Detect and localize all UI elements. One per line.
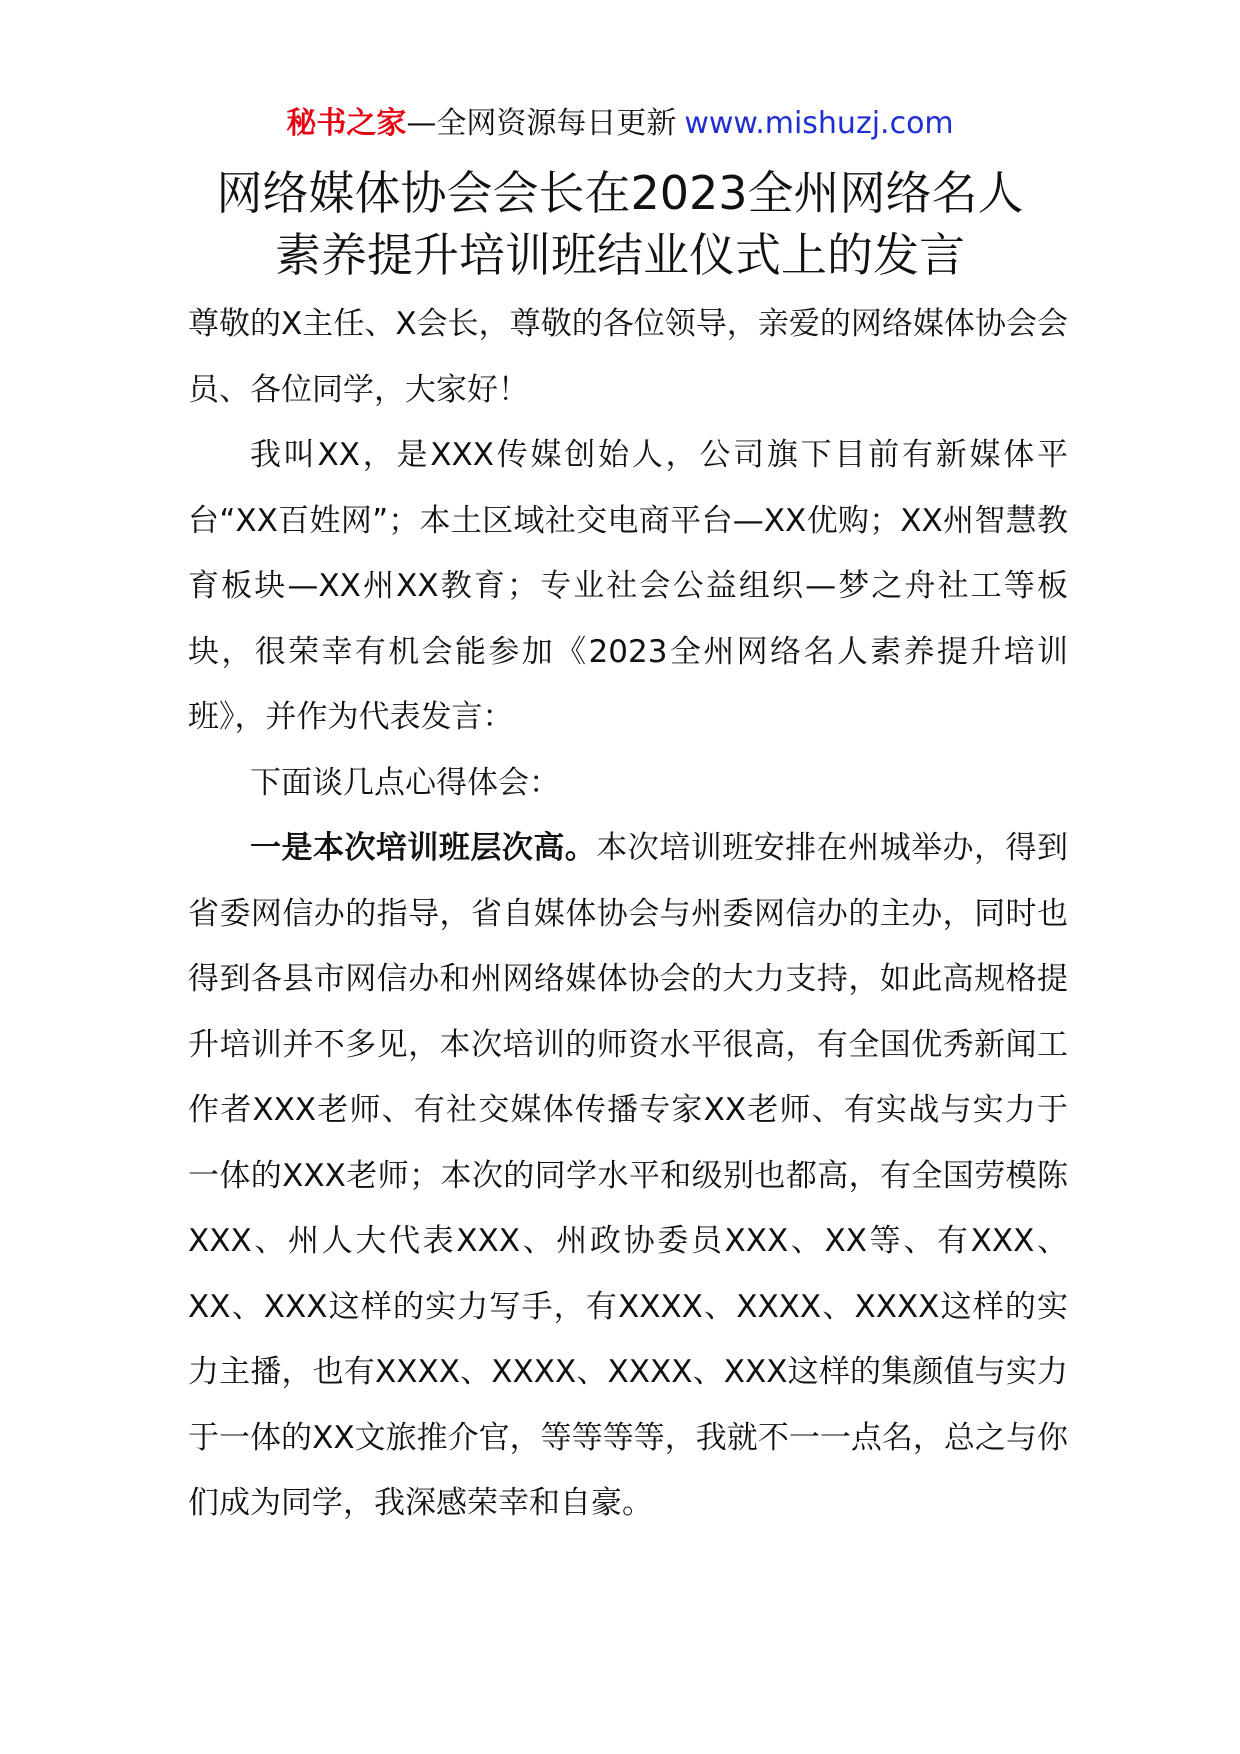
paragraph-greeting: 尊敬的X主任、X会长，尊敬的各位领导，亲爱的网络媒体协会会员、各位同学，大家好！ [188,306,1068,408]
document-body [188,292,1068,1537]
title-line-2: 素养提升培训班结业仪式上的发言 [275,228,965,282]
paragraph-introduction: 我叫XX，是XXX传媒创始人，公司旗下目前有新媒体平台“XX百姓网”；本土区域社交电商平台—XX优购；XX州智慧教育板块—XX州XX教育；专业社会公益组织—梦之舟社工等板块，很荣幸有机会能参加《2023全州网络名人素养提升培训班》，并作为代表发言： [188,437,1068,735]
header-tagline: —全网资源每日更新 [406,106,677,141]
site-url-link[interactable]: www.mishuzj.com [684,106,954,141]
paragraph-transition: 下面谈几点心得体会： [250,764,560,801]
brand-name: 秘书之家 [286,106,407,141]
title-line-1: 网络媒体协会会长在2023全州网络名人 [216,166,1024,220]
point-one-heading: 一是本次培训班层次高。 [250,830,597,866]
site-header [0,100,1240,148]
point-one-text: 本次培训班安排在州城举办，得到省委网信办的指导，省自媒体协会与州委网信办的主办，同时也得到各县市网信办和州网络媒体协会的大力支持，如此高规格提升培训并不多见，本次培训的师资水平很高，有全国优秀新闻工作者XXX老师、有社交媒体传播专家XX老师、有实战与实力于一体的XXX老师；本次的同学水平和级别也都高，有全国劳模陈XXX、州人大代表XXX、州政协委员XXX、XX等、有XXX、XX、XXX这样的实力写手，有XXXX、XXXX、XXXX这样的实力主播，也有XXXX、XXXX、XXXX、XXX这样的集颜值与实力于一体的XX文旅推介官，等等等等，我就不一一点名，总之与你们成为同学，我深感荣幸和自豪。 [188,830,1068,1521]
document-title [100,162,1140,286]
paragraph-point-one [188,816,1068,1537]
